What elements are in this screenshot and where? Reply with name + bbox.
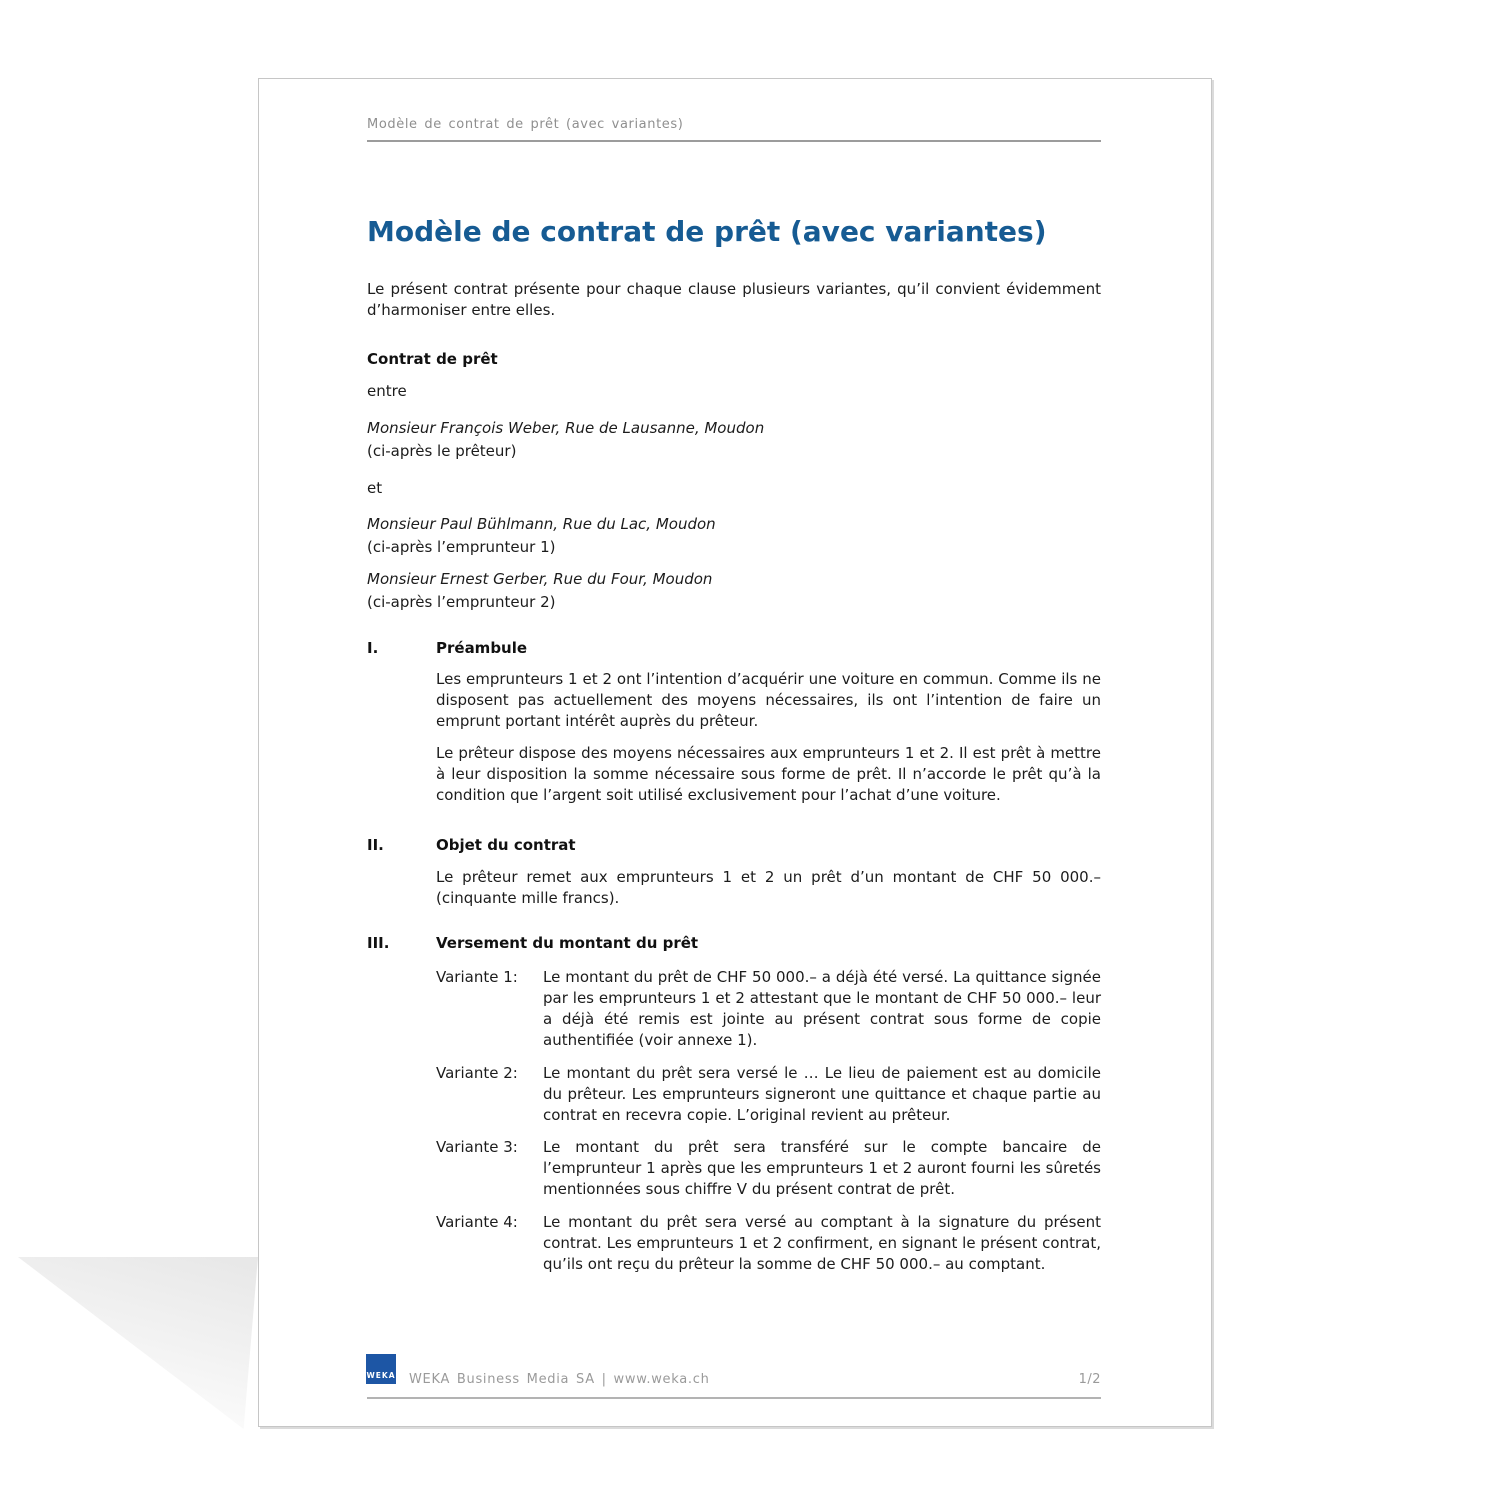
borrower1-alias: (ci-après l’emprunteur 1) <box>367 538 556 556</box>
party-lender <box>367 417 1101 463</box>
lender-alias: (ci-après le prêteur) <box>367 442 517 460</box>
section-2-numeral: II. <box>367 836 384 854</box>
section-1-paragraph-2: Le prêteur dispose des moyens nécessaires aux emprunteurs 1 et 2. Il est prêt à mettre à leur disposition la somme nécessaire sous forme de prêt. Il n’accorde le prêt qu’à la condition que l’argent soit utilisé exclusivement pour l’achat d’une voiture. <box>436 744 1101 804</box>
footer-company: WEKA Business Media SA | www.weka.ch <box>409 1372 710 1387</box>
party-borrower-1 <box>367 513 1101 559</box>
page-title: Modèle de contrat de prêt (avec variantes) <box>367 215 1047 248</box>
lender-name: Monsieur François Weber, Rue de Lausanne, Moudon <box>367 419 765 437</box>
section-1-numeral: I. <box>367 639 379 657</box>
page-number: 1/2 <box>1078 1372 1101 1387</box>
variant-1-text: Le montant du prêt de CHF 50 000.– a déjà été versé. La quittance signée par les emprunteurs 1 et 2 attestant que le montant de CHF 50 000.– leur a déjà été remis est jointe au présent contrat sous forme de copie authentifiée (voir annexe 1). <box>543 968 1101 1049</box>
section-1-paragraph-1: Les emprunteurs 1 et 2 ont l’intention d’acquérir une voiture en commun. Comme ils ne disposent pas actuellement des moyens nécessaires, ils ont l’intention de faire un emprunt portant intérêt auprès du prêteur. <box>436 670 1101 730</box>
section-3-numeral: III. <box>367 934 390 952</box>
footer-rule <box>367 1397 1101 1399</box>
header-rule <box>367 140 1101 142</box>
contract-heading: Contrat de prêt <box>367 350 498 368</box>
intro-paragraph: Le présent contrat présente pour chaque clause plusieurs variantes, qu’il convient évidemment d’harmoniser entre elles. <box>367 280 1101 319</box>
page-corner-shadow <box>18 1257 258 1429</box>
party-borrower-2 <box>367 568 1101 614</box>
section-2-title: Objet du contrat <box>436 836 576 854</box>
section-2-paragraph-1: Le prêteur remet aux emprunteurs 1 et 2 un prêt d’un montant de CHF 50 000.– (cinquante mille francs). <box>436 868 1101 907</box>
document-page <box>258 78 1212 1427</box>
borrower2-alias: (ci-après l’emprunteur 2) <box>367 593 556 611</box>
variant-3-label: Variante 3: <box>436 1138 518 1156</box>
running-header: Modèle de contrat de prêt (avec variantes) <box>367 117 684 132</box>
variant-1-label: Variante 1: <box>436 968 518 986</box>
section-3-title: Versement du montant du prêt <box>436 934 699 952</box>
between-label: entre <box>367 382 407 400</box>
variant-3-text: Le montant du prêt sera transféré sur le compte bancaire de l’emprunteur 1 après que les emprunteurs 1 et 2 auront fourni les sûretés mentionnées sous chiffre V du présent contrat de prêt. <box>543 1138 1101 1198</box>
variant-4-label: Variante 4: <box>436 1213 518 1231</box>
borrower2-name: Monsieur Ernest Gerber, Rue du Four, Moudon <box>367 570 713 588</box>
section-1-title: Préambule <box>436 639 528 657</box>
and-label: et <box>367 479 383 497</box>
variant-2-label: Variante 2: <box>436 1064 518 1082</box>
borrower1-name: Monsieur Paul Bühlmann, Rue du Lac, Moudon <box>367 515 716 533</box>
variant-4-text: Le montant du prêt sera versé au comptant à la signature du présent contrat. Les emprunteurs 1 et 2 confirment, en signant le présent contrat, qu’ils ont reçu du prêteur la somme de CHF 50 000.– au comptant. <box>543 1213 1101 1273</box>
weka-logo-text: WEKA <box>366 1371 396 1380</box>
variant-2-text: Le montant du prêt sera versé le … Le lieu de paiement est au domicile du prêteur. Les emprunteurs signeront une quittance et chaque partie au contrat en recevra copie. L’original revient au prêteur. <box>543 1064 1101 1124</box>
